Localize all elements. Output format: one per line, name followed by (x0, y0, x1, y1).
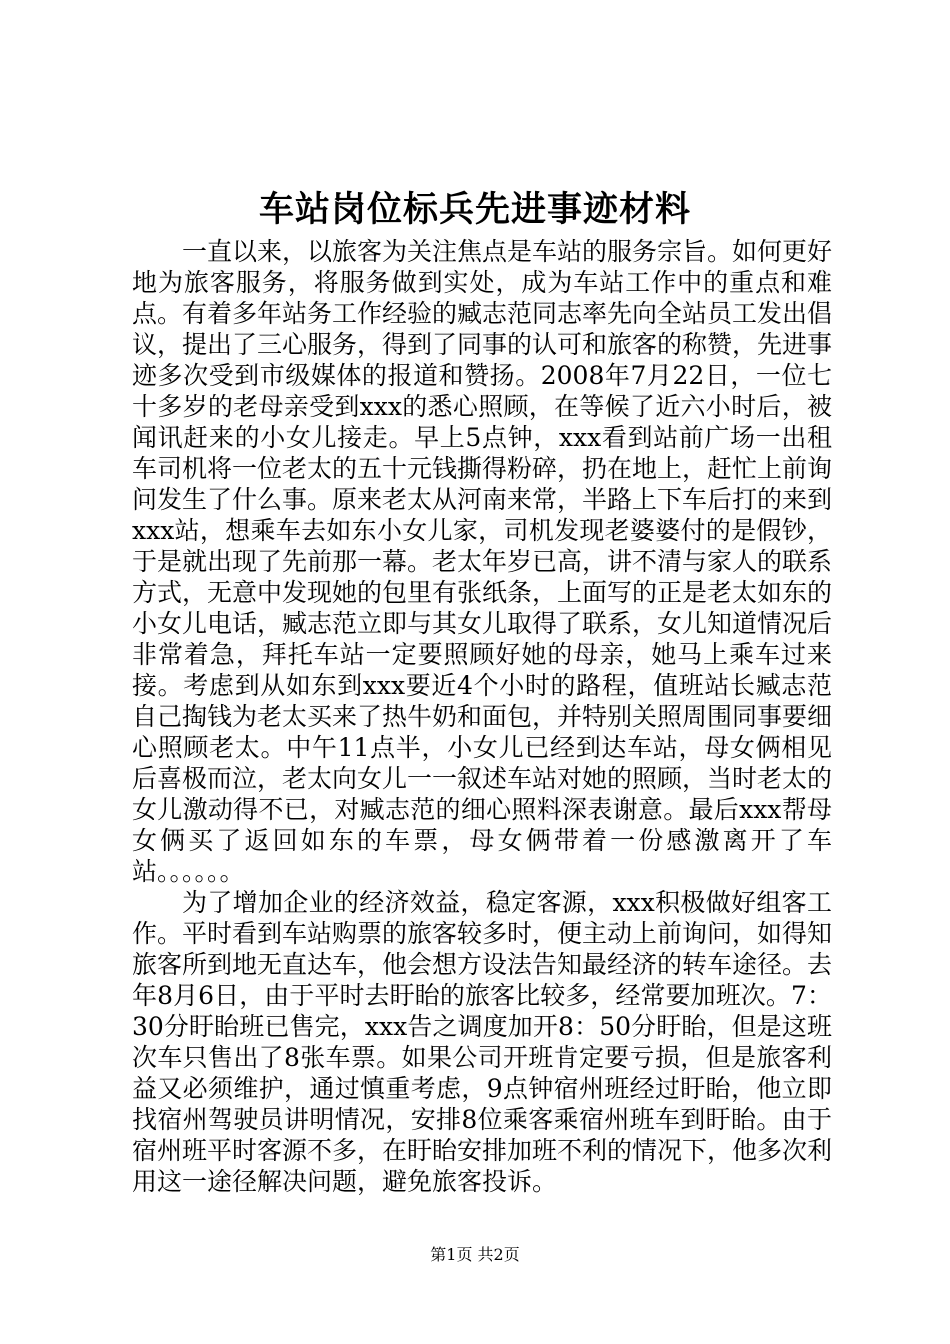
document-body (132, 236, 832, 1197)
paragraph-2: 为了增加企业的经济效益，稳定客源，xxx积极做好组客工作。平时看到车站购票的旅客较多时，便主动上前询问，如得知旅客所到地无直达车，他会想方设法告知最经济的转车途径。去年8月6日，由于平时去盱眙的旅客比较多，经常要加班次。7：30分盱眙班已售完，xxx告之调度加开8：50分盱眙，但是这班次车只售出了8张车票。如果公司开班肯定要亏损，但是旅客利益又必须维护，通过慎重考虑，9点钟宿州班经过盱眙，他立即找宿州驾驶员讲明情况，安排8位乘客乘宿州班车到盱眙。由于宿州班平时客源不多，在盱眙安排加班不利的情况下，他多次利用这一途径解决问题，避免旅客投诉。 (132, 888, 833, 1196)
paragraph-1: 一直以来，以旅客为关注焦点是车站的服务宗旨。如何更好地为旅客服务，将服务做到实处，成为车站工作中的重点和难点。有着多年站务工作经验的臧志范同志率先向全站员工发出倡议，提出了三心服务，得到了同事的认可和旅客的称赞，先进事迹多次受到市级媒体的报道和赞扬。2008年7月22日，一位七十多岁的老母亲受到xxx的悉心照顾，在等候了近六小时后，被闻讯赶来的小女儿接走。早上5点钟，xxx看到站前广场一出租车司机将一位老太的五十元钱撕得粉碎，扔在地上，赶忙上前询问发生了什么事。原来老太从河南来常，半路上下车后打的来到xxx站，想乘车去如东小女儿家，司机发现老婆婆付的是假钞，于是就出现了先前那一幕。老太年岁已高，讲不清与家人的联系方式，无意中发现她的包里有张纸条，上面写的正是老太如东的小女儿电话，臧志范立即与其女儿取得了联系，女儿知道情况后非常着急，拜托车站一定要照顾好她的母亲，她马上乘车过来接。考虑到从如东到xxx要近4个小时的路程，值班站长臧志范自己掏钱为老太买来了热牛奶和面包，并特别关照周围同事要细心照顾老太。中午11点半，小女儿已经到达车站，母女俩相见后喜极而泣，老太向女儿一一叙述车站对她的照顾，当时老太的女儿激动得不已，对臧志范的细心照料深表谢意。最后xxx帮母女俩买了返回如东的车票，母女俩带着一份感激离开了车站。。。。。。 (132, 237, 833, 886)
document-title: 车站岗位标兵先进事迹材料 (258, 190, 691, 230)
page-footer: 第1页 共2页 (430, 1245, 520, 1264)
